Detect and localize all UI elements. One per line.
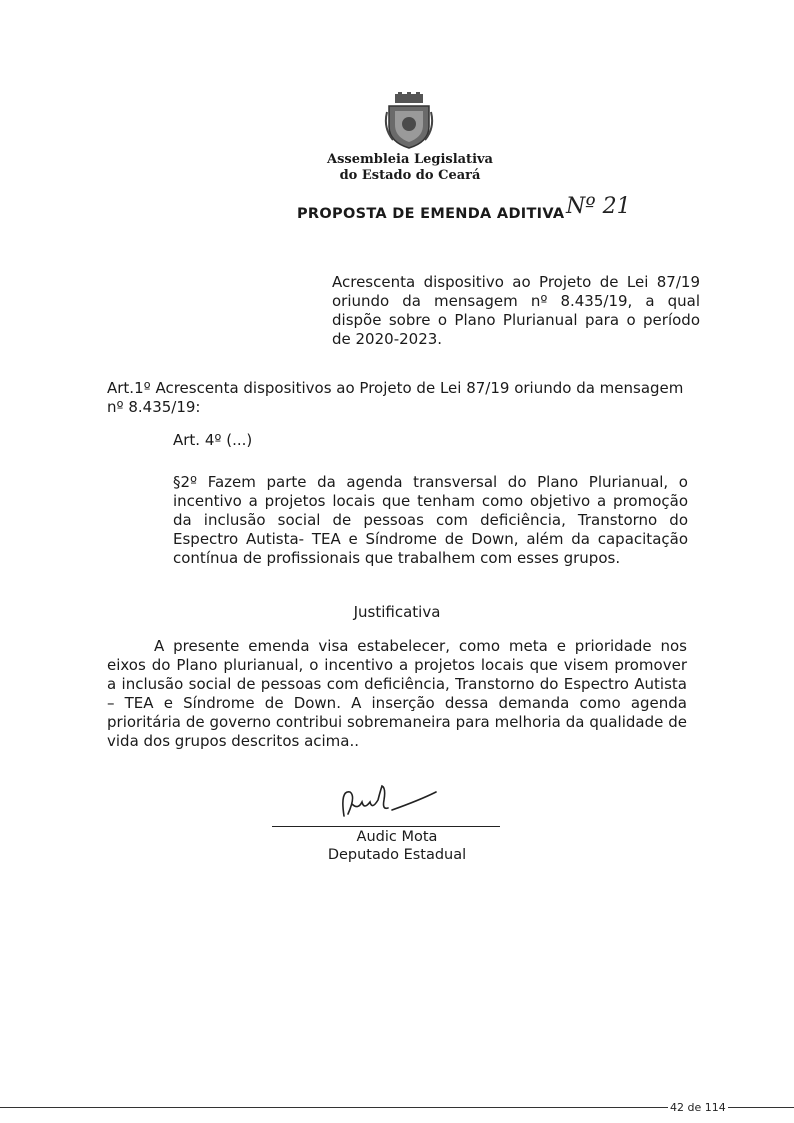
- paragraph-2: §2º Fazem parte da agenda transversal do Plano Plurianual, o incentivo a projetos locais que tenham como objetivo a promoção da inclusão social de pessoas com deficiência, Transtorno do Espectro Autista- TEA e Síndrome de Down, além da capacitação contínua de profissionais que trabalhem com esses grupos.: [173, 473, 688, 567]
- article-1: Art.1º Acrescenta dispositivos ao Projeto de Lei 87/19 oriundo da mensagem nº 8.435/19:: [107, 379, 684, 416]
- justification-title: Justificativa: [353, 603, 441, 621]
- state-coat-of-arms-icon: [383, 92, 435, 150]
- signer-role: Deputado Estadual: [327, 847, 467, 863]
- handwritten-number: Nº 21: [566, 194, 631, 219]
- institution-name-line2: do Estado do Ceará: [339, 168, 481, 183]
- institution-name-line1: Assembleia Legislativa: [327, 152, 493, 167]
- ementa-paragraph: Acrescenta dispositivo ao Projeto de Lei 87/19 oriundo da mensagem nº 8.435/19, a qual dispõe sobre o Plano Plurianual para o período de 2020-2023.: [332, 273, 700, 348]
- signer-name: Audic Mota: [356, 829, 438, 845]
- page-number: 42 de 114: [670, 1101, 726, 1114]
- article-4: Art. 4º (...): [173, 431, 253, 449]
- document-title: PROPOSTA DE EMENDA ADITIVA: [297, 206, 565, 222]
- justification-text: A presente emenda visa estabelecer, como meta e prioridade nos eixos do Plano plurianual, o incentivo a projetos locais que visem promover a inclusão social de pessoas com deficiência, Transtorno do Espectro Autista – TEA e Síndrome de Down. A inserção dessa demanda como agenda prioritária de governo contribui sobremaneira para melhoria da qualidade de vida dos grupos descritos acima..: [107, 637, 687, 750]
- handwritten-signature: [330, 780, 450, 830]
- signature-line: [272, 826, 500, 827]
